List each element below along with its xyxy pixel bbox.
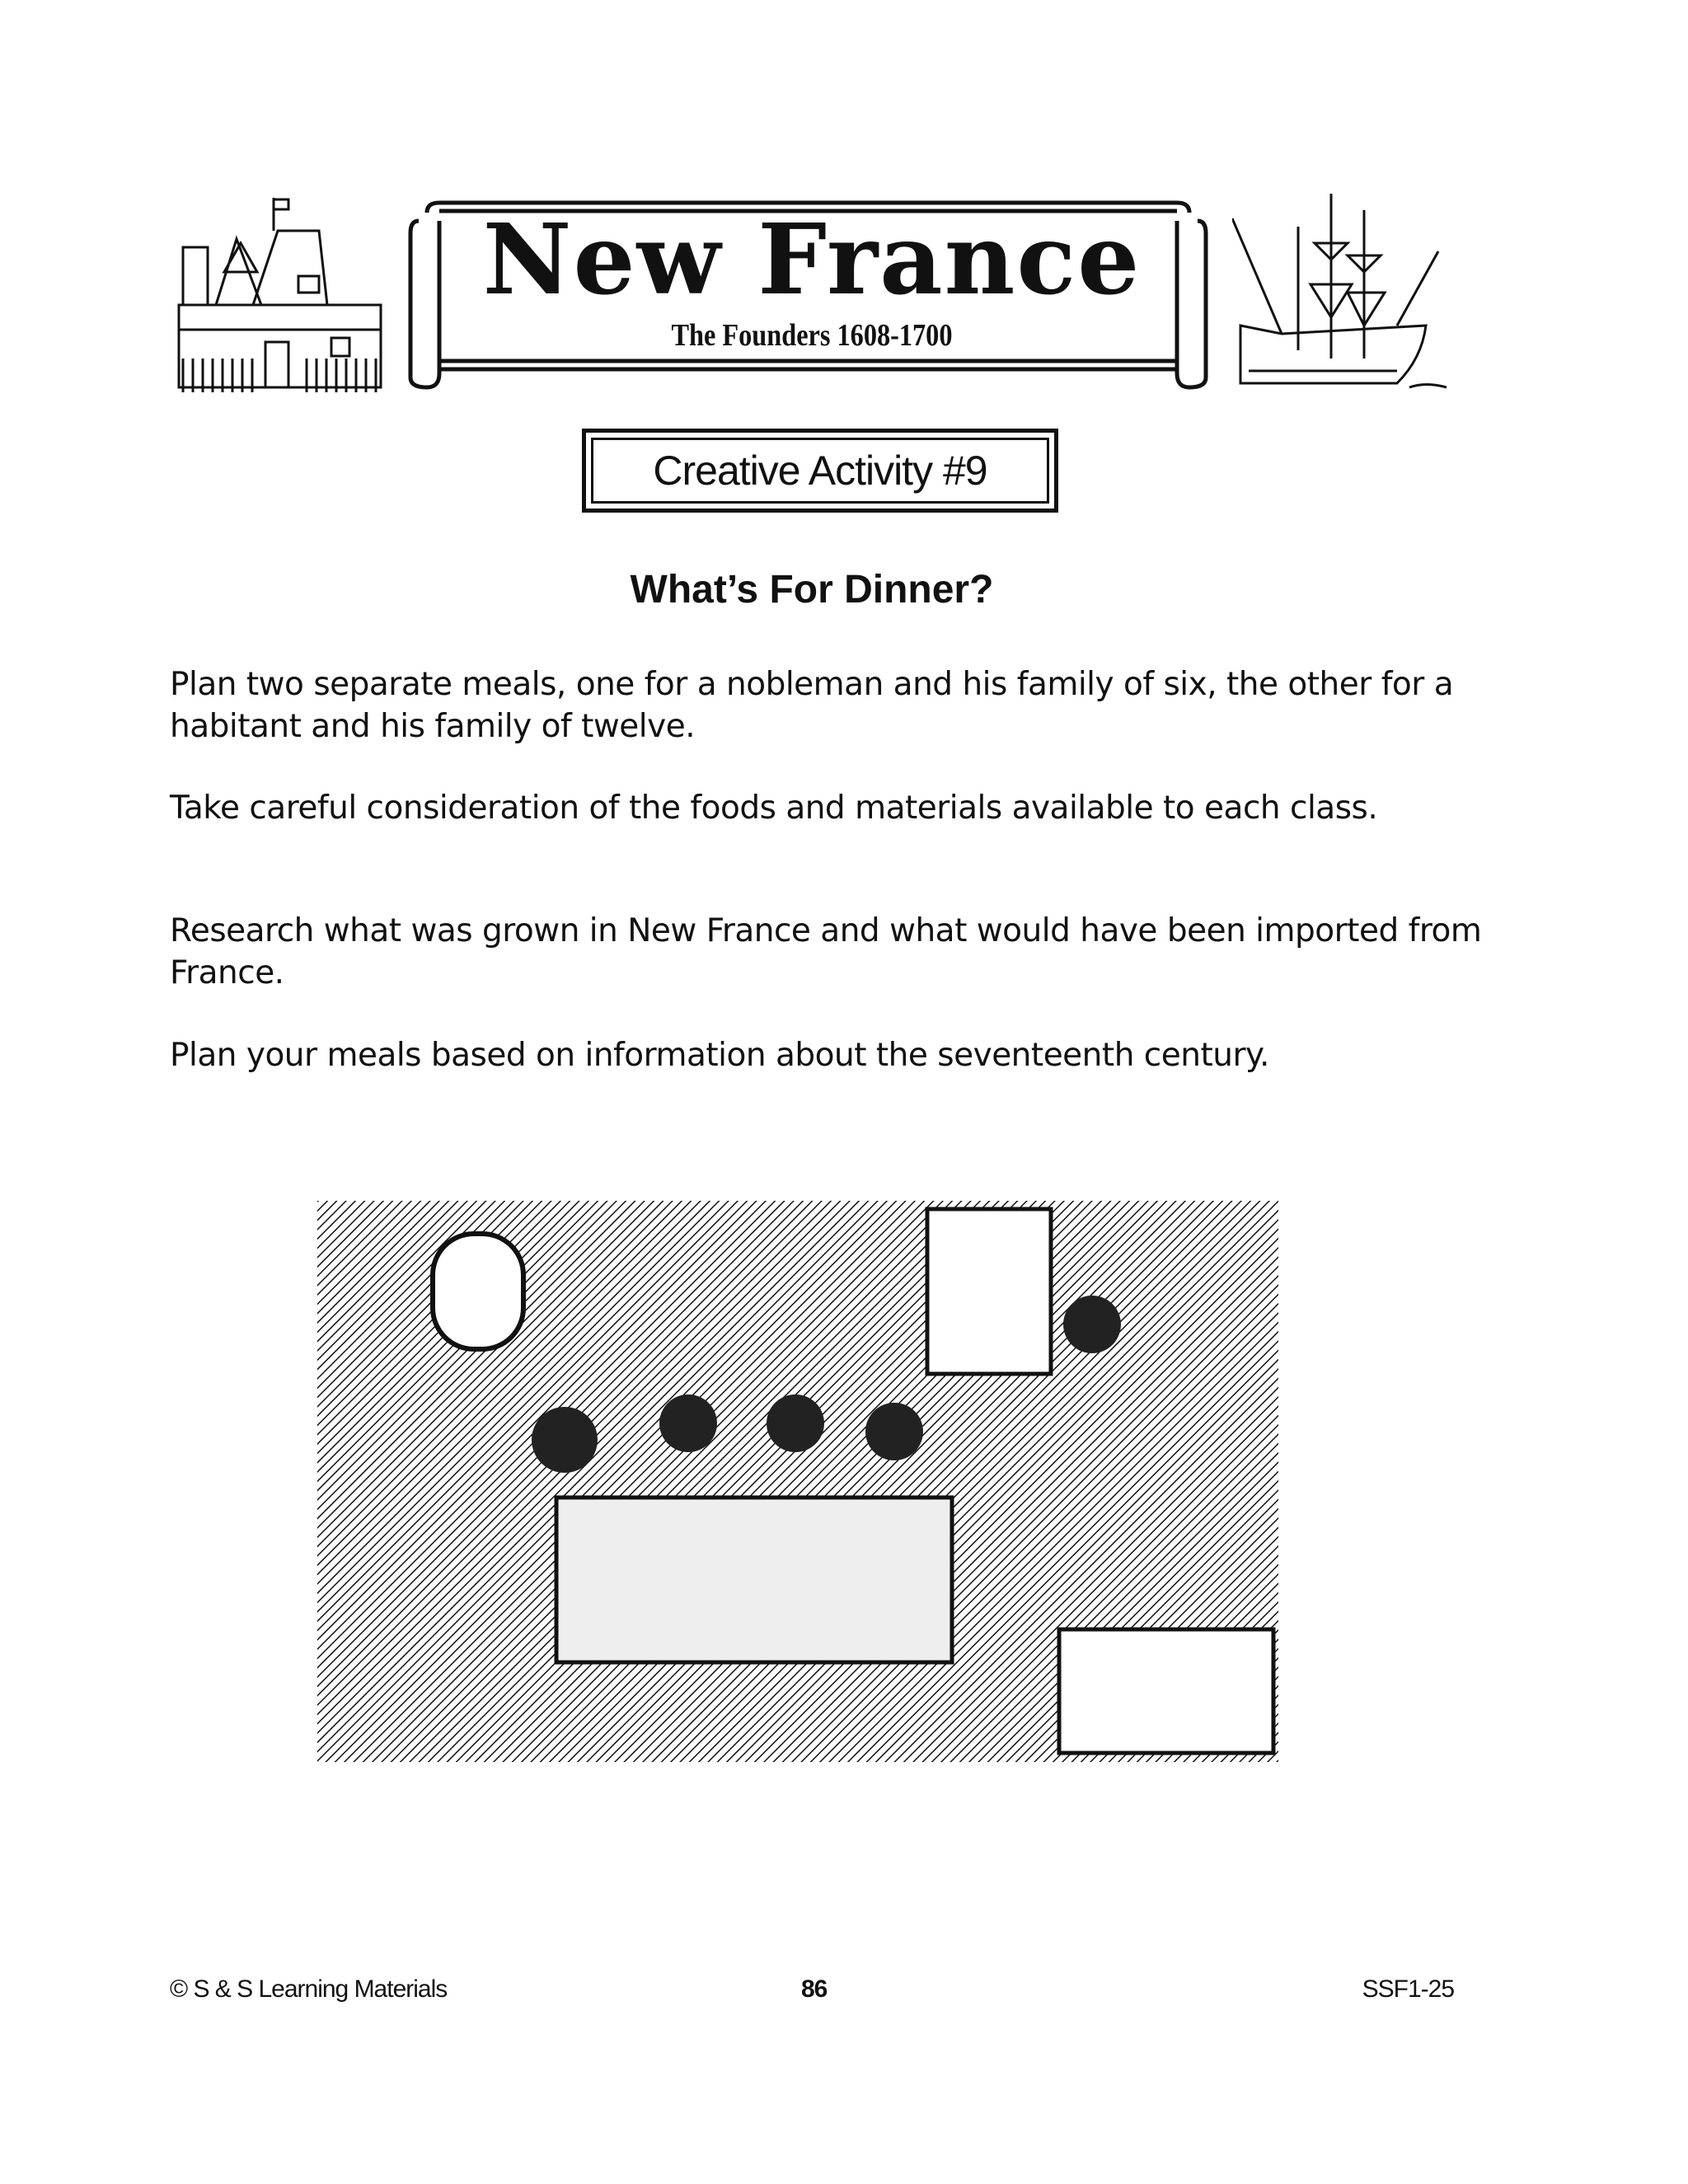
activity-label: Creative Activity #9: [591, 438, 1049, 504]
fort-house-illustration: [175, 198, 386, 392]
instruction-paragraph: Plan two separate meals, one for a nobleman and his family of six, the other for a habitant and his family of twelve.: [170, 666, 1454, 745]
dinner-scene-illustration: [317, 1201, 1278, 1762]
instruction-paragraph: Research what was grown in New France and what would have been imported from France.: [170, 912, 1482, 991]
instruction-paragraph: Plan your meals based on information about the seventeenth century.: [170, 1037, 1269, 1074]
activity-label-box: [582, 429, 1058, 513]
page-title: New France: [482, 202, 1142, 316]
footer-page-number: 86: [801, 1975, 828, 2003]
sailing-ship-illustration: [1232, 194, 1451, 396]
footer-publisher: © S & S Learning Materials: [170, 1975, 448, 2003]
page-subtitle: The Founders 1608-1700: [671, 318, 953, 353]
footer-code: SSF1-25: [1362, 1975, 1454, 2003]
instruction-paragraph: Take careful consideration of the foods and materials available to each class.: [170, 790, 1378, 827]
activity-heading: What’s For Dinner?: [630, 568, 994, 612]
